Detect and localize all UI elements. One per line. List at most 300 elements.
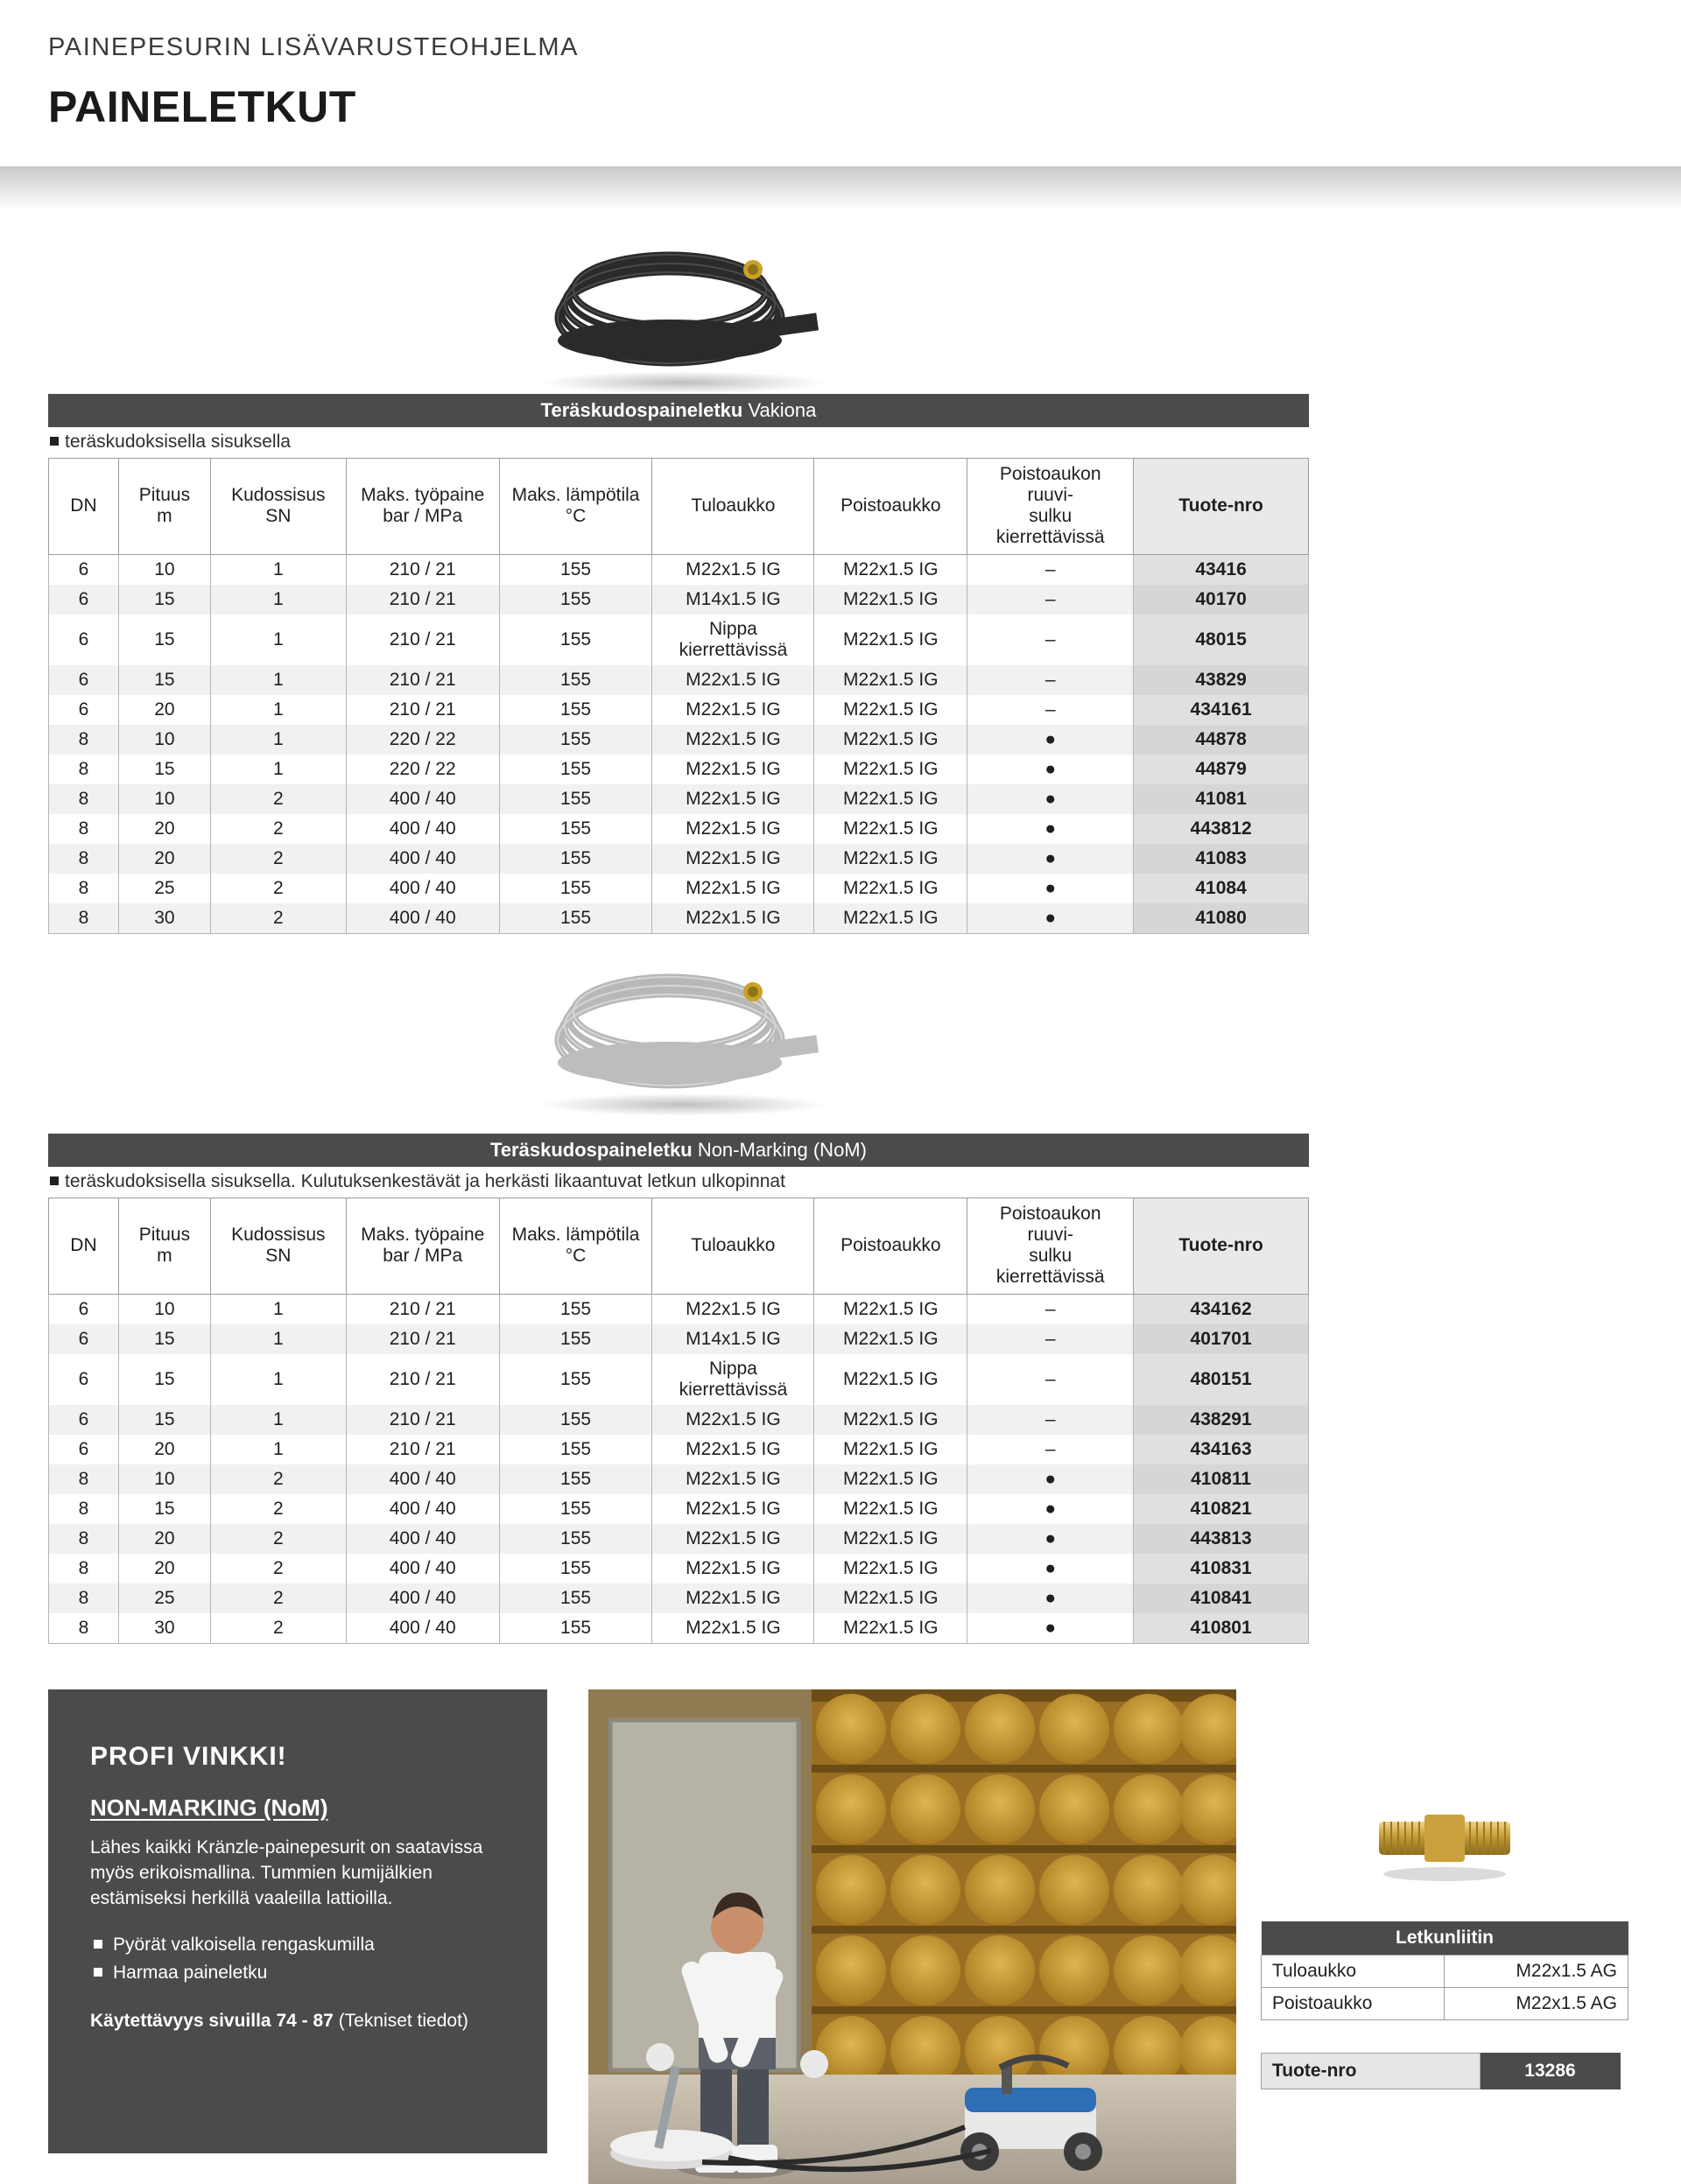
table-row <box>49 844 1309 874</box>
table-row <box>49 1494 1309 1524</box>
cell-5: M22x1.5 IG <box>652 874 814 903</box>
cell-3: 210 / 21 <box>346 665 499 695</box>
cell-1: 15 <box>118 614 210 665</box>
cell-5: M22x1.5 IG <box>652 1294 814 1324</box>
cell-5: M22x1.5 IG <box>652 903 814 934</box>
cell-1: 10 <box>118 1464 210 1494</box>
cell-4: 155 <box>499 1294 652 1324</box>
cell-3: 210 / 21 <box>346 695 499 725</box>
table-block-standard <box>48 394 1309 934</box>
cell-screw-lock: ● <box>967 874 1134 903</box>
cell-0: 6 <box>49 1324 119 1354</box>
cell-5: M22x1.5 IG <box>652 695 814 725</box>
cell-2: 1 <box>210 695 346 725</box>
cell-screw-lock: ● <box>967 1584 1134 1613</box>
cell-4: 155 <box>499 1464 652 1494</box>
cell-4: 155 <box>499 1405 652 1435</box>
table-row <box>1262 1988 1628 2020</box>
cell-1: 15 <box>118 1354 210 1405</box>
cell-4: 155 <box>499 585 652 614</box>
table1-band-rest: Vakiona <box>748 399 817 421</box>
cell-3: 400 / 40 <box>346 1584 499 1613</box>
table-row <box>1262 1956 1628 1988</box>
cell-screw-lock: – <box>967 585 1134 614</box>
cell-4: 155 <box>499 1613 652 1644</box>
th-length: Pituus m <box>118 1198 210 1295</box>
cell-1: 20 <box>118 1435 210 1464</box>
cell-3: 210 / 21 <box>346 585 499 614</box>
profi-tip-panel <box>48 1689 547 2153</box>
cell-6: M22x1.5 IG <box>814 1554 967 1584</box>
hose-image-black <box>538 249 827 394</box>
cell-screw-lock: – <box>967 1324 1134 1354</box>
table-row <box>49 1464 1309 1494</box>
th-outlet: Poistoaukko <box>814 1198 967 1295</box>
cell-article-number: 434163 <box>1134 1435 1309 1464</box>
cell-6: M22x1.5 IG <box>814 1435 967 1464</box>
cell-6: M22x1.5 IG <box>814 814 967 844</box>
cell-6: M22x1.5 IG <box>814 665 967 695</box>
cell-article-number: 41081 <box>1134 784 1309 814</box>
cell-6: M22x1.5 IG <box>814 1405 967 1435</box>
table2-band <box>48 1134 1309 1167</box>
profi-subtitle: NON-MARKING (NoM) <box>90 1794 328 1821</box>
th-temperature: Maks. lämpötila °C <box>499 459 652 555</box>
cell-1: 15 <box>118 1405 210 1435</box>
th-temperature: Maks. lämpötila °C <box>499 1198 652 1295</box>
cell-2: 1 <box>210 1294 346 1324</box>
profi-availability <box>90 2011 505 2032</box>
table-row <box>49 554 1309 585</box>
cell-4: 155 <box>499 1324 652 1354</box>
table-row <box>49 1435 1309 1464</box>
cell-0: 8 <box>49 1554 119 1584</box>
cell-6: M22x1.5 IG <box>814 1354 967 1405</box>
cell-article-number: 410831 <box>1134 1554 1309 1584</box>
connector-image <box>1370 1790 1519 1886</box>
cell-screw-lock: – <box>967 1435 1134 1464</box>
table-row <box>1262 2054 1621 2089</box>
cell-1: 20 <box>118 1524 210 1554</box>
cell-1: 10 <box>118 554 210 585</box>
cell-screw-lock: ● <box>967 844 1134 874</box>
table-row <box>49 903 1309 934</box>
th-dn: DN <box>49 459 119 555</box>
cell-1: 30 <box>118 1613 210 1644</box>
cell-article-number: 443813 <box>1134 1524 1309 1554</box>
cell-4: 155 <box>499 554 652 585</box>
connector-article-label: Tuote-nro <box>1262 2054 1481 2089</box>
table2-body <box>49 1294 1309 1643</box>
table-row <box>49 1354 1309 1405</box>
table1-note <box>48 432 1309 453</box>
connector-article-box <box>1261 2053 1621 2089</box>
cell-article-number: 41084 <box>1134 874 1309 903</box>
table1-note-text: teräskudoksisella sisuksella <box>65 432 291 452</box>
table-row <box>49 585 1309 614</box>
table-row <box>49 665 1309 695</box>
cell-6: M22x1.5 IG <box>814 695 967 725</box>
cell-1: 15 <box>118 1494 210 1524</box>
cell-0: 6 <box>49 1405 119 1435</box>
table2-band-rest: Non-Marking (NoM) <box>697 1139 867 1161</box>
cell-6: M22x1.5 IG <box>814 1464 967 1494</box>
cell-1: 20 <box>118 695 210 725</box>
cell-1: 20 <box>118 844 210 874</box>
bullet-square-icon <box>50 437 59 446</box>
cell-2: 2 <box>210 903 346 934</box>
connector-inlet-label: Tuloaukko <box>1262 1956 1445 1988</box>
table-row <box>49 1524 1309 1554</box>
th-inlet: Tuloaukko <box>652 1198 814 1295</box>
cell-1: 15 <box>118 755 210 784</box>
cell-0: 6 <box>49 585 119 614</box>
table-standard <box>48 458 1309 934</box>
cell-article-number: 41083 <box>1134 844 1309 874</box>
cell-screw-lock: – <box>967 1354 1134 1405</box>
hose-shadow <box>538 1093 827 1116</box>
cell-3: 400 / 40 <box>346 1554 499 1584</box>
cell-0: 8 <box>49 784 119 814</box>
cell-5: M22x1.5 IG <box>652 554 814 585</box>
cell-3: 210 / 21 <box>346 1354 499 1405</box>
cell-0: 8 <box>49 844 119 874</box>
table-row <box>49 1294 1309 1324</box>
cell-0: 8 <box>49 1494 119 1524</box>
cell-2: 2 <box>210 784 346 814</box>
cell-screw-lock: ● <box>967 725 1134 755</box>
th-pressure: Maks. työpaine bar / MPa <box>346 1198 499 1295</box>
cell-6: M22x1.5 IG <box>814 725 967 755</box>
th-length: Pituus m <box>118 459 210 555</box>
table2-note <box>48 1171 1309 1192</box>
cell-5: M22x1.5 IG <box>652 725 814 755</box>
cell-4: 155 <box>499 844 652 874</box>
cell-4: 155 <box>499 725 652 755</box>
connector-outlet-value: M22x1.5 AG <box>1444 1988 1628 2020</box>
cell-6: M22x1.5 IG <box>814 755 967 784</box>
cell-article-number: 434161 <box>1134 695 1309 725</box>
cell-0: 8 <box>49 725 119 755</box>
cell-screw-lock: – <box>967 695 1134 725</box>
cell-4: 155 <box>499 695 652 725</box>
cell-5: M22x1.5 IG <box>652 1524 814 1554</box>
hose-shadow <box>538 371 827 394</box>
table-nom <box>48 1197 1309 1644</box>
cell-2: 2 <box>210 1554 346 1584</box>
cell-3: 210 / 21 <box>346 1405 499 1435</box>
cell-article-number: 43416 <box>1134 554 1309 585</box>
cell-6: M22x1.5 IG <box>814 1524 967 1554</box>
cell-2: 2 <box>210 1613 346 1644</box>
cell-5: M22x1.5 IG <box>652 1405 814 1435</box>
cell-4: 155 <box>499 1435 652 1464</box>
table-row <box>49 614 1309 665</box>
cell-2: 2 <box>210 874 346 903</box>
cell-4: 155 <box>499 755 652 784</box>
cell-article-number: 410801 <box>1134 1613 1309 1644</box>
table2-band-bold: Teräskudospaineletku <box>490 1139 693 1161</box>
cell-0: 8 <box>49 874 119 903</box>
cell-4: 155 <box>499 1554 652 1584</box>
eyebrow-text: PAINEPESURIN LISÄVARUSTEOHJELMA <box>48 33 580 61</box>
cell-6: M22x1.5 IG <box>814 1584 967 1613</box>
th-article-number: Tuote-nro <box>1134 1198 1309 1295</box>
cell-screw-lock: ● <box>967 814 1134 844</box>
cell-0: 6 <box>49 1294 119 1324</box>
table1-body <box>49 554 1309 933</box>
cell-2: 1 <box>210 614 346 665</box>
th-article-number: Tuote-nro <box>1134 459 1309 555</box>
cell-article-number: 44878 <box>1134 725 1309 755</box>
cell-2: 2 <box>210 1524 346 1554</box>
cell-1: 25 <box>118 874 210 903</box>
cell-3: 210 / 21 <box>346 1324 499 1354</box>
cell-3: 400 / 40 <box>346 903 499 934</box>
cell-1: 25 <box>118 1584 210 1613</box>
cell-3: 400 / 40 <box>346 1524 499 1554</box>
cell-0: 8 <box>49 755 119 784</box>
cell-5: M22x1.5 IG <box>652 1464 814 1494</box>
cell-2: 1 <box>210 665 346 695</box>
cell-3: 220 / 22 <box>346 755 499 784</box>
cell-2: 1 <box>210 725 346 755</box>
header-gradient-divider <box>0 166 1681 210</box>
table-row <box>49 725 1309 755</box>
cell-5: M14x1.5 IG <box>652 585 814 614</box>
connector-table <box>1261 1921 1628 2020</box>
cell-article-number: 438291 <box>1134 1405 1309 1435</box>
cell-2: 1 <box>210 1435 346 1464</box>
table-row <box>49 755 1309 784</box>
cell-1: 20 <box>118 1554 210 1584</box>
cell-5: M14x1.5 IG <box>652 1324 814 1354</box>
cell-2: 2 <box>210 814 346 844</box>
connector-title: Letkunliitin <box>1262 1921 1628 1956</box>
cell-article-number: 44879 <box>1134 755 1309 784</box>
cell-6: M22x1.5 IG <box>814 1494 967 1524</box>
table-row <box>49 1584 1309 1613</box>
cell-5: M22x1.5 IG <box>652 1613 814 1644</box>
cell-1: 30 <box>118 903 210 934</box>
cell-4: 155 <box>499 665 652 695</box>
table-row <box>49 874 1309 903</box>
connector-article-value: 13286 <box>1481 2054 1621 2089</box>
cell-2: 1 <box>210 585 346 614</box>
table1-band-bold: Teräskudospaineletku <box>540 399 743 421</box>
page-header <box>0 0 1681 166</box>
table-row <box>49 1613 1309 1644</box>
cell-0: 8 <box>49 814 119 844</box>
cell-article-number: 401701 <box>1134 1324 1309 1354</box>
cell-2: 1 <box>210 1324 346 1354</box>
cell-1: 15 <box>118 665 210 695</box>
cell-1: 15 <box>118 585 210 614</box>
connector-outlet-label: Poistoaukko <box>1262 1988 1445 2020</box>
hose-image-grey <box>538 972 827 1116</box>
cell-6: M22x1.5 IG <box>814 1324 967 1354</box>
cell-6: M22x1.5 IG <box>814 874 967 903</box>
cell-3: 220 / 22 <box>346 725 499 755</box>
cell-1: 15 <box>118 1324 210 1354</box>
cell-0: 8 <box>49 903 119 934</box>
table-row <box>49 695 1309 725</box>
cell-article-number: 410841 <box>1134 1584 1309 1613</box>
cell-5: M22x1.5 IG <box>652 814 814 844</box>
cell-3: 400 / 40 <box>346 784 499 814</box>
cell-screw-lock: – <box>967 665 1134 695</box>
cell-2: 1 <box>210 1354 346 1405</box>
th-pressure: Maks. työpaine bar / MPa <box>346 459 499 555</box>
connector-inlet-value: M22x1.5 AG <box>1444 1956 1628 1988</box>
cell-5: M22x1.5 IG <box>652 1494 814 1524</box>
profi-availability-rest: (Tekniset tiedot) <box>338 2011 468 2031</box>
cell-screw-lock: – <box>967 1294 1134 1324</box>
list-item: Pyörät valkoisella rengaskumilla <box>90 1931 505 1960</box>
th-screw-lock: Poistoaukon ruuvi- sulku kierrettävissä <box>967 459 1134 555</box>
profi-title: PROFI VINKKI! <box>90 1742 287 1771</box>
cell-6: M22x1.5 IG <box>814 784 967 814</box>
cell-4: 155 <box>499 903 652 934</box>
profi-body: Lähes kaikki Kränzle-painepesurit on saatavissa myös erikoismallina. Tummien kumijälkien estämiseksi herkillä vaaleilla lattioilla. <box>90 1837 483 1908</box>
table-row <box>49 1405 1309 1435</box>
cell-5: M22x1.5 IG <box>652 755 814 784</box>
list-item: Harmaa paineletku <box>90 1959 505 1988</box>
cell-3: 400 / 40 <box>346 1494 499 1524</box>
cell-article-number: 48015 <box>1134 614 1309 665</box>
cell-6: M22x1.5 IG <box>814 585 967 614</box>
cell-3: 400 / 40 <box>346 814 499 844</box>
cell-2: 2 <box>210 1464 346 1494</box>
cell-screw-lock: ● <box>967 1464 1134 1494</box>
cell-0: 6 <box>49 614 119 665</box>
cell-2: 1 <box>210 755 346 784</box>
cell-5: Nippa kierrettävissä <box>652 1354 814 1405</box>
bullet-square-icon <box>50 1176 59 1185</box>
cell-screw-lock: ● <box>967 1494 1134 1524</box>
th-screw-lock: Poistoaukon ruuvi- sulku kierrettävissä <box>967 1198 1134 1295</box>
cell-5: Nippa kierrettävissä <box>652 614 814 665</box>
cell-article-number: 410811 <box>1134 1464 1309 1494</box>
cell-0: 6 <box>49 554 119 585</box>
cell-article-number: 410821 <box>1134 1494 1309 1524</box>
connector-header-row <box>1262 1921 1628 1956</box>
cell-5: M22x1.5 IG <box>652 784 814 814</box>
cell-2: 2 <box>210 1584 346 1613</box>
cell-0: 6 <box>49 695 119 725</box>
cell-3: 210 / 21 <box>346 614 499 665</box>
table1-header-row <box>49 459 1309 555</box>
cell-6: M22x1.5 IG <box>814 844 967 874</box>
table2-note-text: teräskudoksisella sisuksella. Kulutuksenkestävät ja herkästi likaantuvat letkun ulkopinnat <box>65 1171 785 1191</box>
cell-screw-lock: ● <box>967 1613 1134 1644</box>
cell-3: 210 / 21 <box>346 554 499 585</box>
cell-5: M22x1.5 IG <box>652 1584 814 1613</box>
cell-0: 8 <box>49 1613 119 1644</box>
cell-0: 6 <box>49 1435 119 1464</box>
cell-3: 210 / 21 <box>346 1435 499 1464</box>
cell-4: 155 <box>499 1494 652 1524</box>
cell-4: 155 <box>499 614 652 665</box>
cell-2: 1 <box>210 554 346 585</box>
cell-5: M22x1.5 IG <box>652 1435 814 1464</box>
th-inlet: Tuloaukko <box>652 459 814 555</box>
cell-1: 10 <box>118 784 210 814</box>
cell-6: M22x1.5 IG <box>814 1294 967 1324</box>
table-row <box>49 784 1309 814</box>
cell-3: 400 / 40 <box>346 1613 499 1644</box>
cell-article-number: 40170 <box>1134 585 1309 614</box>
cell-screw-lock: ● <box>967 755 1134 784</box>
cell-screw-lock: – <box>967 554 1134 585</box>
cell-screw-lock: ● <box>967 784 1134 814</box>
cell-article-number: 43829 <box>1134 665 1309 695</box>
cell-3: 400 / 40 <box>346 874 499 903</box>
cell-4: 155 <box>499 814 652 844</box>
cell-article-number: 41080 <box>1134 903 1309 934</box>
cell-1: 10 <box>118 1294 210 1324</box>
th-dn: DN <box>49 1198 119 1295</box>
cell-0: 6 <box>49 665 119 695</box>
table-block-nom <box>48 1134 1309 1644</box>
cell-article-number: 443812 <box>1134 814 1309 844</box>
cell-4: 155 <box>499 1524 652 1554</box>
cell-2: 2 <box>210 844 346 874</box>
cell-6: M22x1.5 IG <box>814 1613 967 1644</box>
cell-4: 155 <box>499 1584 652 1613</box>
cell-6: M22x1.5 IG <box>814 903 967 934</box>
page-title: PAINELETKUT <box>48 82 356 131</box>
table-row <box>49 1554 1309 1584</box>
cell-screw-lock: ● <box>967 903 1134 934</box>
table1-band <box>48 394 1309 427</box>
cell-4: 155 <box>499 784 652 814</box>
cell-5: M22x1.5 IG <box>652 1554 814 1584</box>
cell-0: 8 <box>49 1524 119 1554</box>
cell-screw-lock: – <box>967 1405 1134 1435</box>
cell-2: 2 <box>210 1494 346 1524</box>
table2-header-row <box>49 1198 1309 1295</box>
cell-0: 6 <box>49 1354 119 1405</box>
cell-screw-lock: – <box>967 614 1134 665</box>
cell-0: 8 <box>49 1584 119 1613</box>
cell-article-number: 434162 <box>1134 1294 1309 1324</box>
cell-3: 400 / 40 <box>346 1464 499 1494</box>
th-weave: Kudossisus SN <box>210 1198 346 1295</box>
cell-5: M22x1.5 IG <box>652 844 814 874</box>
cell-article-number: 480151 <box>1134 1354 1309 1405</box>
cell-4: 155 <box>499 874 652 903</box>
th-outlet: Poistoaukko <box>814 459 967 555</box>
cell-screw-lock: ● <box>967 1554 1134 1584</box>
cell-2: 1 <box>210 1405 346 1435</box>
cell-4: 155 <box>499 1354 652 1405</box>
cell-3: 400 / 40 <box>346 844 499 874</box>
cell-3: 210 / 21 <box>346 1294 499 1324</box>
th-weave: Kudossisus SN <box>210 459 346 555</box>
profi-bullet-list <box>90 1931 505 1988</box>
profi-availability-bold: Käytettävyys sivuilla 74 - 87 <box>90 2011 334 2031</box>
cell-6: M22x1.5 IG <box>814 614 967 665</box>
application-photo <box>588 1689 1236 2184</box>
cell-5: M22x1.5 IG <box>652 665 814 695</box>
table-row <box>49 1324 1309 1354</box>
table-row <box>49 814 1309 844</box>
cell-1: 10 <box>118 725 210 755</box>
cell-0: 8 <box>49 1464 119 1494</box>
cell-1: 20 <box>118 814 210 844</box>
cell-6: M22x1.5 IG <box>814 554 967 585</box>
